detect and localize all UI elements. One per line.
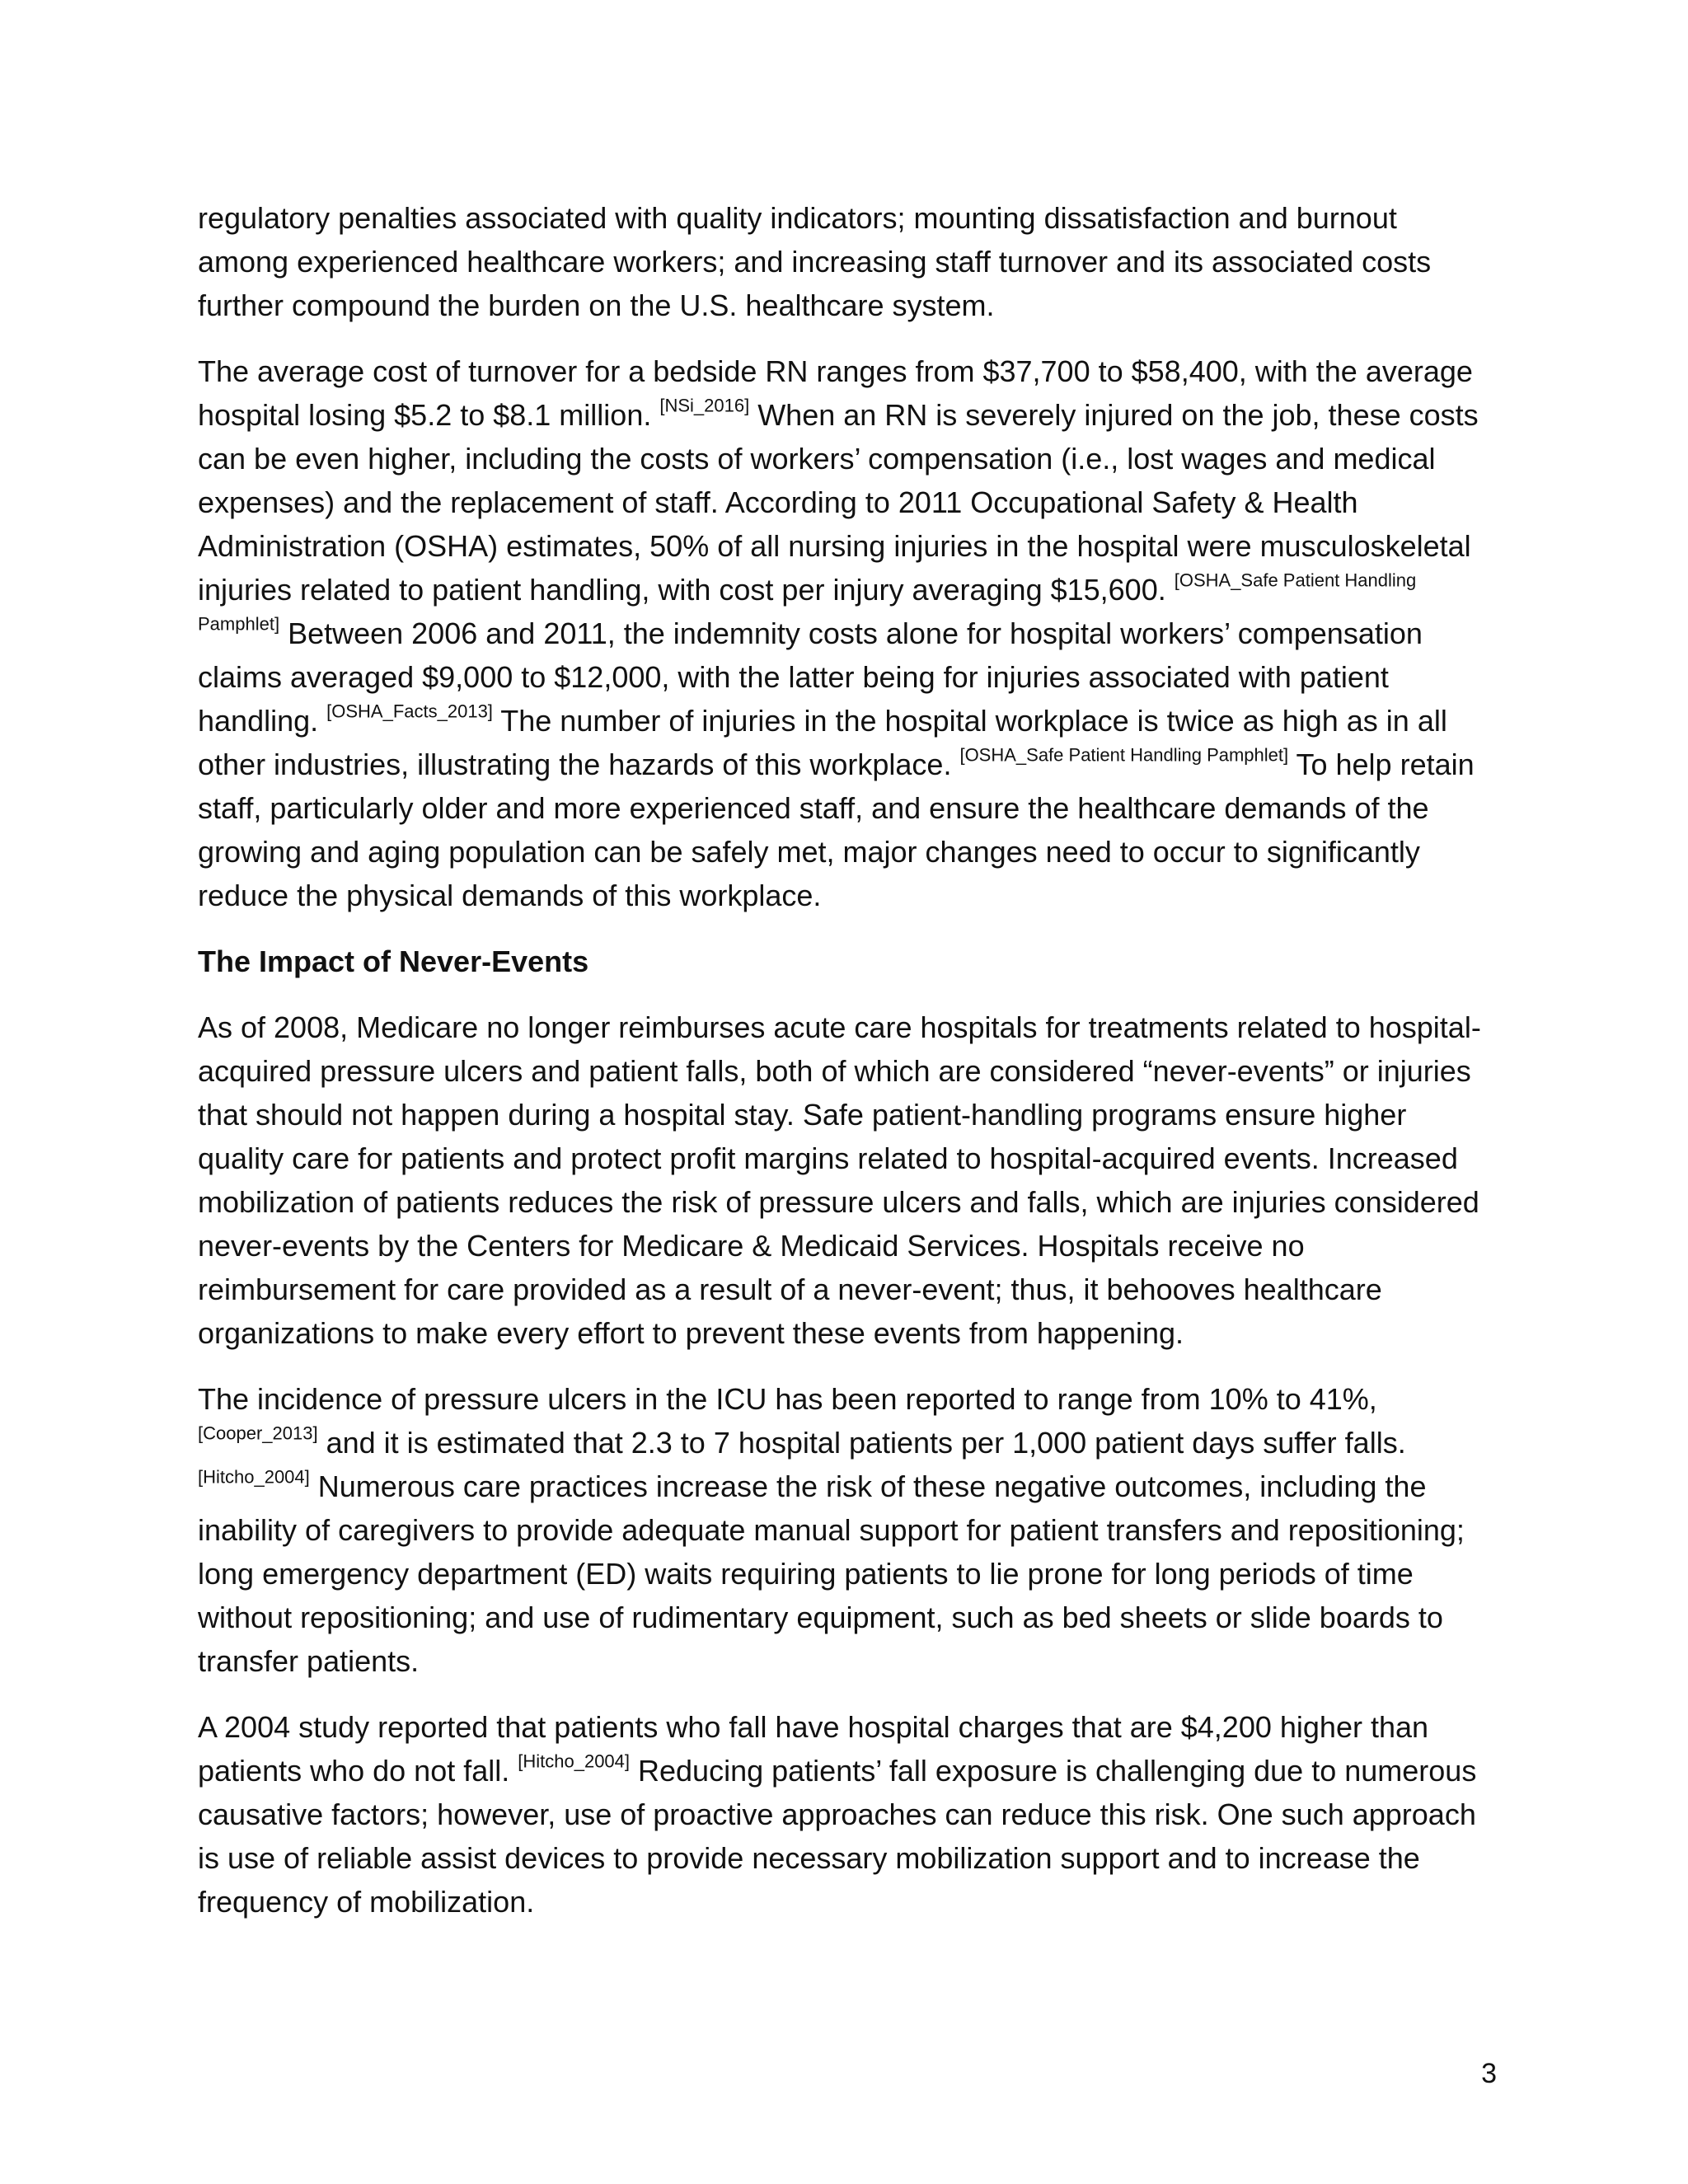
document-body — [198, 196, 1492, 1946]
citation-hitcho-2004: [Hitcho_2004] — [198, 1466, 310, 1488]
paragraph-text: To help retain staff, particularly older and more experienced staff, and ensure the healthcare demands of the growing and aging population can be safely met, major changes need to occur to significantly reduce the physical demands of this workplace. — [198, 748, 1475, 912]
paragraph-medicare-never-events: As of 2008, Medicare no longer reimburses acute care hospitals for treatments related to hospital-acquired pressure ulcers and patient falls, both of which are considered “never-events” or injuries that should not happen during a hospital stay. Safe patient-handling programs ensure higher quality care for patients and protect profit margins related to hospital-acquired events. Increased mobilization of patients reduces the risk of pressure ulcers and falls, which are injuries considered never-events by the Centers for Medicare & Medicaid Services. Hospitals receive no reimbursement for care provided as a result of a never-event; thus, it behooves healthcare organizations to make every effort to prevent these events from happening. — [198, 1010, 1481, 1350]
paragraph-text: The average cost of turnover for a bedside RN ranges from $37,700 to $58,400, with the average hospital losing $5.2 to $8.1 million. — [198, 354, 1473, 432]
paragraph-text: The incidence of pressure ulcers in the ICU has been reported to range from 10% to 41%, — [198, 1382, 1377, 1416]
paragraph-text: Between 2006 and 2011, the indemnity costs alone for hospital workers’ compensation claims averaged $9,000 to $12,000, with the latter being for injuries associated with patient handling. — [198, 616, 1423, 738]
paragraph-regulatory-penalties: regulatory penalties associated with quality indicators; mounting dissatisfaction and burnout among experienced healthcare workers; and increasing staff turnover and its associated costs further compound the burden on the U.S. healthcare system. — [198, 201, 1432, 322]
paragraph-fall-charges — [198, 1705, 1492, 1924]
section-heading: The Impact of Never-Events — [198, 944, 589, 978]
paragraph-text: A 2004 study reported that patients who fall have hospital charges that are $4,200 higher than patients who do not fall. — [198, 1710, 1429, 1788]
paragraph-text: The number of injuries in the hospital workplace is twice as high as in all other industries, illustrating the hazards of this workplace. — [198, 704, 1447, 781]
paragraph-pressure-ulcers — [198, 1377, 1492, 1683]
citation-cooper-2013: [Cooper_2013] — [198, 1422, 318, 1444]
citation-hitcho-2004: [Hitcho_2004] — [518, 1750, 631, 1772]
paragraph-text: Reducing patients’ fall exposure is challenging due to numerous causative factors; however, use of proactive approaches can reduce this risk. One such approach is use of reliable assist devices to provide necessary mobilization support and to increase the frequency of mobilization. — [198, 1754, 1477, 1919]
page-number: 3 — [1481, 2058, 1497, 2089]
citation-nsi-2016: [NSi_2016] — [659, 395, 750, 416]
paragraph-text: Numerous care practices increase the risk of these negative outcomes, including the inability of caregivers to provide adequate manual support for patient transfers and repositioning; long emergency department (ED) waits requiring patients to lie prone for long periods of time without repositioning; and use of rudimentary equipment, such as bed sheets or slide boards to transfer patients. — [198, 1469, 1465, 1678]
paragraph-text: and it is estimated that 2.3 to 7 hospital patients per 1,000 patient days suffer falls. — [317, 1426, 1406, 1460]
citation-osha-pamphlet: [OSHA_Safe Patient Handling Pamphlet] — [198, 569, 1417, 635]
paragraph-turnover-cost — [198, 349, 1492, 917]
citation-osha-pamphlet: [OSHA_Safe Patient Handling Pamphlet] — [959, 744, 1289, 766]
paragraph-text: When an RN is severely injured on the job, these costs can be even higher, including the costs of workers’ compensation (i.e., lost wages and medical expenses) and the replacement of staff. According to 2011 Occupational Safety & Health Administration (OSHA) estimates, 50% of all nursing injuries in the hospital were musculoskeletal injuries related to patient handling, with cost per injury averaging $15,600. — [198, 398, 1479, 607]
citation-osha-facts-2013: [OSHA_Facts_2013] — [326, 701, 493, 722]
